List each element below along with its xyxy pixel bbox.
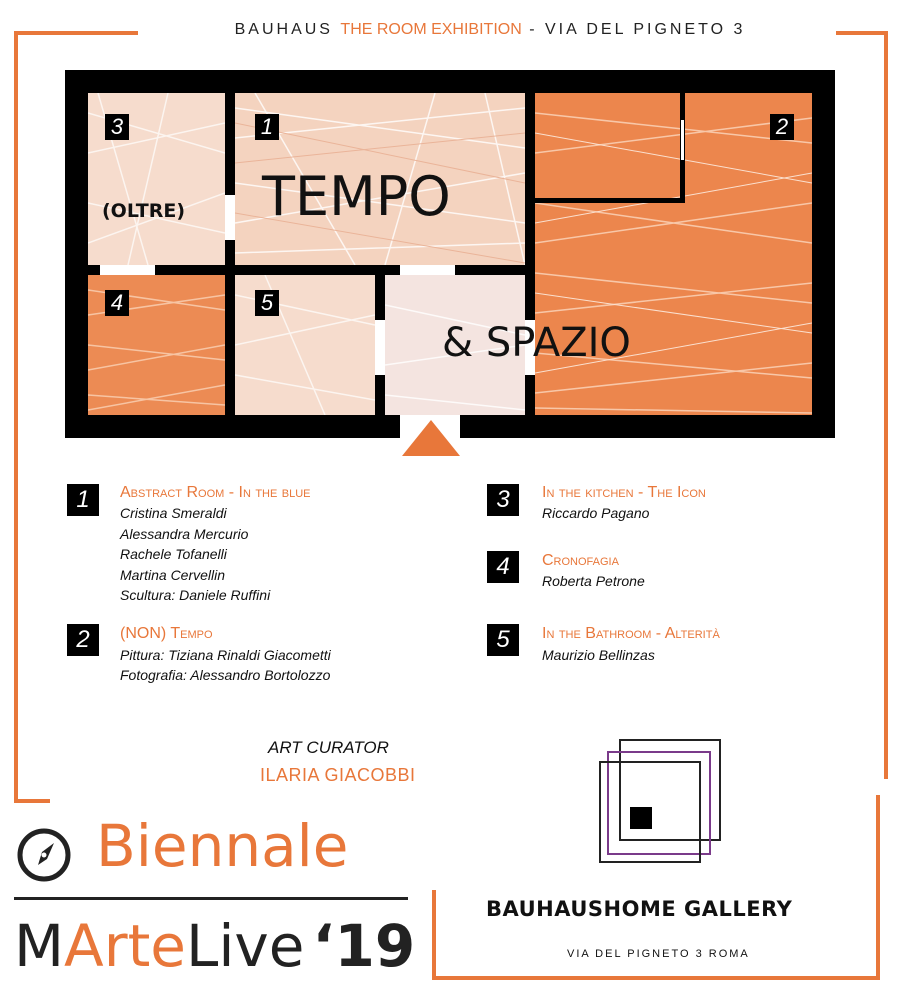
frame-top-left: [14, 31, 138, 35]
legend-2-number: 2: [67, 624, 99, 656]
label-tempo: TEMPO: [262, 165, 451, 228]
legend-3-title: In the kitchen - The Icon: [542, 484, 706, 501]
room-2-texture: [535, 93, 812, 415]
header-address: - VIA DEL PIGNETO 3: [529, 21, 746, 38]
legend-3-number: 3: [487, 484, 519, 516]
legend-1-line-3: Rachele Tofanelli: [120, 546, 227, 562]
legend-2-line-1: Pittura: Tiziana Rinaldi Giacometti: [120, 647, 331, 663]
frame-bottom-left: [14, 799, 50, 803]
legend-1-line-4: Martina Cervellin: [120, 567, 226, 583]
legend-1-title: Abstract Room - In the blue: [120, 484, 311, 501]
door-5-corridor: [375, 320, 385, 375]
room-2-number: 2: [770, 114, 794, 140]
gallery-name: BAUHAUSHOME GALLERY: [486, 897, 793, 921]
gallery-logo-icon: [590, 732, 730, 872]
door-3-4: [100, 265, 155, 275]
legend-4-number: 4: [487, 551, 519, 583]
frame-bottom-mid: [432, 890, 436, 980]
legend-1-line-2: Alessandra Mercurio: [120, 526, 249, 542]
marte-live: Live: [186, 912, 305, 980]
legend-5-number: 5: [487, 624, 519, 656]
legend-1-line-1: Cristina Smeraldi: [120, 505, 227, 521]
legend-4-title: Cronofagia: [542, 552, 619, 569]
marte-year: ‘19: [312, 912, 416, 980]
room-1-number: 1: [255, 114, 279, 140]
marte-arte: Arte: [64, 912, 186, 980]
legend-1-number: 1: [67, 484, 99, 516]
floorplan: [65, 70, 835, 438]
label-spazio: & SPAZIO: [442, 320, 631, 366]
legend-5-line-1: Maurizio Bellinzas: [542, 647, 655, 663]
legend-2-title: (NON) Tempo: [120, 625, 213, 642]
gallery-address: VIA DEL PIGNETO 3 ROMA: [567, 948, 750, 960]
marte-live-logo: [14, 912, 415, 980]
frame-right: [884, 31, 888, 779]
biennale-word: Biennale: [96, 812, 349, 880]
room-2: [535, 93, 812, 415]
legend-5-title: In the Bathroom - Alterità: [542, 625, 720, 642]
door-3-1: [225, 195, 235, 240]
entrance-arrow-icon: [400, 418, 462, 458]
room-2-inner-door: [681, 120, 684, 160]
biennale-divider: [14, 897, 408, 900]
header-line: [150, 21, 830, 45]
curator-label: ART CURATOR: [268, 738, 389, 757]
marte-m: M: [14, 912, 65, 980]
label-oltre: (OLTRE): [102, 200, 186, 222]
room-2-inner-wall-h: [535, 198, 685, 203]
header-brand: BAUHAUS: [234, 21, 333, 38]
room-5-number: 5: [255, 290, 279, 316]
room-3-number: 3: [105, 114, 129, 140]
legend-4-line-1: Roberta Petrone: [542, 573, 645, 589]
frame-left: [14, 31, 18, 803]
header-exhibition: THE ROOM EXHIBITION: [340, 21, 522, 38]
curator-name: ILARIA GIACOBBI: [260, 765, 416, 785]
legend-2-line-2: Fotografia: Alessandro Bortolozzo: [120, 667, 331, 683]
frame-lower-right: [876, 795, 880, 980]
legend-3-line-1: Riccardo Pagano: [542, 505, 650, 521]
frame-bottom-right: [432, 976, 880, 980]
frame-top-right: [836, 31, 888, 35]
legend-1-line-5: Scultura: Daniele Ruffini: [120, 587, 271, 603]
room-4-number: 4: [105, 290, 129, 316]
compass-icon: [14, 825, 74, 885]
door-1-corridor: [400, 265, 455, 275]
